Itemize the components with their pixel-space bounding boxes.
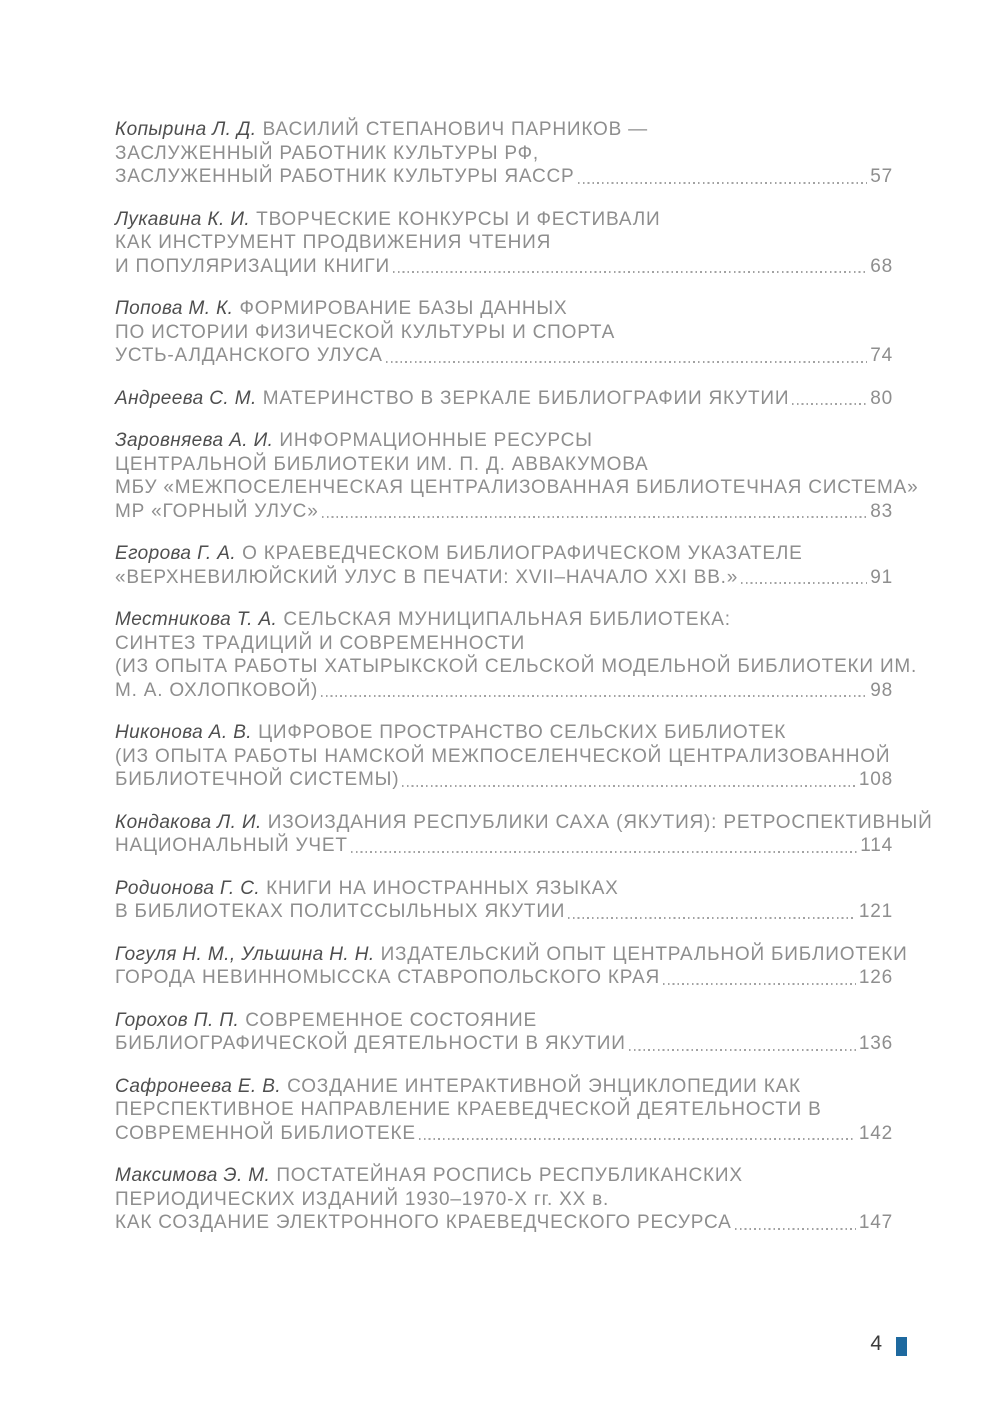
toc-entry-text — [115, 722, 786, 743]
toc-entry-text — [115, 834, 348, 858]
toc-entry-author: Лукавина К. И. — [115, 208, 251, 230]
toc-entry-text — [115, 768, 399, 792]
toc-entry-page-number: 98 — [870, 679, 893, 701]
toc-entry-title-line: НАЦИОНАЛЬНЫЙ УЧЕТ — [115, 835, 348, 856]
toc-entry[interactable] — [115, 387, 893, 411]
toc-entry[interactable] — [115, 608, 918, 702]
toc-entry-author: Горохов П. П. — [115, 1009, 240, 1031]
toc-entry-title-line: И ПОПУЛЯРИЗАЦИИ КНИГИ — [115, 255, 390, 277]
toc-entry-title-line: ВАСИЛИЙ СТЕПАНОВИЧ ПАРНИКОВ — — [262, 119, 648, 140]
toc-entry-line — [115, 142, 893, 166]
toc-entry-text — [115, 966, 660, 990]
toc-entry-title-line: ИЗОИЗДАНИЯ РЕСПУБЛИКИ САХА (ЯКУТИЯ): РЕТРОСПЕКТИВНЫЙ — [267, 811, 933, 833]
toc-entry-title-line: ФОРМИРОВАНИЕ БАЗЫ ДАННЫХ — [239, 298, 568, 319]
dot-leader — [735, 1228, 856, 1230]
toc-entry-title-line: ИЗДАТЕЛЬСКИЙ ОПЫТ ЦЕНТРАЛЬНОЙ БИБЛИОТЕКИ — [380, 943, 908, 965]
table-of-contents — [115, 118, 933, 1254]
toc-entry-line — [115, 768, 893, 792]
page-accent-marker — [896, 1337, 907, 1356]
toc-entry-title-line: СОВРЕМЕННОЕ СОСТОЯНИЕ — [245, 1009, 537, 1031]
toc-entry-page-number: 147 — [858, 1212, 893, 1233]
toc-entry-title-line: ЗАСЛУЖЕННЫЙ РАБОТНИК КУЛЬТУРЫ РФ, — [115, 142, 539, 164]
toc-entry-text — [115, 430, 593, 451]
toc-entry-text — [115, 165, 575, 189]
toc-entry-title-line: ТВОРЧЕСКИЕ КОНКУРСЫ И ФЕСТИВАЛИ — [256, 208, 661, 230]
dot-leader — [386, 361, 867, 363]
toc-entry-line — [115, 1122, 893, 1146]
toc-entry-line — [115, 500, 893, 524]
toc-entry-title-line: БИБЛИОТЕЧНОЙ СИСТЕМЫ) — [115, 769, 400, 790]
toc-entry[interactable] — [115, 811, 933, 858]
toc-entry-line — [115, 966, 893, 990]
toc-entry-line — [115, 542, 893, 566]
dot-leader — [568, 917, 856, 919]
toc-entry-author: Сафронеева Е. В. — [115, 1075, 282, 1097]
toc-entry-text — [115, 232, 551, 253]
toc-entry-title-line: БИБЛИОГРАФИЧЕСКОЙ ДЕЯТЕЛЬНОСТИ В ЯКУТИИ — [115, 1033, 626, 1054]
toc-entry-line — [115, 231, 893, 255]
toc-entry-title-line: (ИЗ ОПЫТА РАБОТЫ ХАТЫРЫКСКОЙ СЕЛЬСКОЙ МОДЕЛЬНОЙ БИБЛИОТЕКИ ИМ. — [115, 656, 918, 677]
dot-leader — [351, 851, 858, 853]
toc-entry-line — [115, 165, 893, 189]
toc-entry-line — [115, 297, 893, 321]
toc-entry-title-line: М. А. ОХЛОПКОВОЙ) — [115, 679, 319, 701]
toc-entry-line — [115, 943, 908, 967]
toc-entry-title-line: ПО ИСТОРИИ ФИЗИЧЕСКОЙ КУЛЬТУРЫ И СПОРТА — [115, 321, 616, 343]
toc-entry-line — [115, 679, 893, 703]
toc-entry-text — [115, 1122, 416, 1146]
toc-entry[interactable] — [115, 542, 893, 589]
toc-entry-text — [115, 900, 565, 924]
toc-entry[interactable] — [115, 208, 893, 279]
toc-entry-title-line: ПОСТАТЕЙНАЯ РОСПИСЬ РЕСПУБЛИКАНСКИХ — [276, 1165, 743, 1186]
toc-entry-line — [115, 387, 893, 411]
toc-entry-text — [115, 387, 789, 411]
toc-entry-title-line: ГОРОДА НЕВИННОМЫССКА СТАВРОПОЛЬСКОГО КРАЯ — [115, 967, 660, 988]
toc-entry-line — [115, 608, 893, 632]
toc-entry-author: Родионова Г. С. — [115, 877, 261, 899]
toc-entry[interactable] — [115, 721, 893, 792]
toc-entry-title-line: СОЗДАНИЕ ИНТЕРАКТИВНОЙ ЭНЦИКЛОПЕДИИ КАК — [287, 1075, 801, 1097]
dot-leader — [321, 695, 867, 697]
toc-entry-author: Копырина Л. Д. — [115, 119, 257, 140]
toc-entry-author: Максимова Э. М. — [115, 1165, 271, 1186]
toc-entry-text — [115, 633, 525, 654]
toc-entry[interactable] — [115, 1075, 893, 1146]
footer-page-number: 4 — [870, 1332, 882, 1355]
toc-entry-text — [115, 944, 908, 965]
toc-entry-line — [115, 1211, 893, 1235]
toc-entry-text — [115, 1010, 537, 1031]
toc-entry-text — [115, 1032, 626, 1056]
toc-entry-line — [115, 453, 893, 477]
toc-entry-text — [115, 609, 731, 630]
toc-entry-page-number: 91 — [870, 566, 893, 588]
toc-entry-line — [115, 1098, 893, 1122]
toc-entry-title-line: СИНТЕЗ ТРАДИЦИЙ И СОВРЕМЕННОСТИ — [115, 632, 526, 654]
toc-entry[interactable] — [115, 1164, 893, 1235]
toc-entry-page-number: 80 — [870, 387, 893, 409]
dot-leader — [393, 271, 867, 273]
toc-entry-line — [115, 255, 893, 279]
toc-entry-line — [115, 321, 893, 345]
toc-entry[interactable] — [115, 877, 893, 924]
dot-leader — [792, 403, 867, 405]
dot-leader — [629, 1049, 856, 1051]
toc-entry-title-line: ПЕРСПЕКТИВНОЕ НАПРАВЛЕНИЕ КРАЕВЕДЧЕСКОЙ ДЕЯТЕЛЬНОСТИ В — [115, 1099, 822, 1120]
toc-entry-text — [115, 209, 660, 230]
toc-entry-author: Никонова А. В. — [115, 722, 252, 743]
dot-leader — [419, 1138, 856, 1140]
toc-entry-line — [115, 1032, 893, 1056]
toc-entry[interactable] — [115, 943, 908, 990]
toc-entry-line — [115, 118, 893, 142]
toc-entry-title-line: О КРАЕВЕДЧЕСКОМ БИБЛИОГРАФИЧЕСКОМ УКАЗАТЕЛЕ — [242, 543, 803, 564]
toc-entry-text — [115, 477, 919, 498]
toc-entry-title-line: ЗАСЛУЖЕННЫЙ РАБОТНИК КУЛЬТУРЫ ЯАССР — [115, 166, 575, 187]
toc-entry-title-line: СОВРЕМЕННОЙ БИБЛИОТЕКЕ — [115, 1122, 416, 1144]
toc-entry-page-number: 108 — [858, 769, 893, 790]
toc-entry-title-line: КАК СОЗДАНИЕ ЭЛЕКТРОННОГО КРАЕВЕДЧЕСКОГО РЕСУРСА — [115, 1212, 732, 1233]
toc-entry-title-line: ЦИФРОВОЕ ПРОСТРАНСТВО СЕЛЬСКИХ БИБЛИОТЕК — [258, 722, 787, 743]
toc-entry-page-number: 126 — [858, 967, 893, 988]
toc-entry-text — [115, 656, 917, 677]
toc-entry-title-line: МР «ГОРНЫЙ УЛУС» — [115, 500, 319, 522]
toc-entry-page-number: 68 — [870, 255, 893, 277]
toc-entry-title-line: ИНФОРМАЦИОННЫЕ РЕСУРСЫ — [279, 430, 593, 451]
toc-entry-author: Гогуля Н. М., Ульшина Н. Н. — [115, 943, 375, 965]
toc-entry-line — [115, 877, 893, 901]
dot-leader — [322, 516, 868, 518]
toc-entry-title-line: МБУ «МЕЖПОСЕЛЕНЧЕСКАЯ ЦЕНТРАЛИЗОВАННАЯ БИБЛИОТЕЧНАЯ СИСТЕМА» — [115, 477, 919, 498]
dot-leader — [741, 582, 867, 584]
toc-entry-text — [115, 119, 648, 140]
toc-entry-title-line: СЕЛЬСКАЯ МУНИЦИПАЛЬНАЯ БИБЛИОТЕКА: — [283, 609, 731, 630]
toc-entry-line — [115, 632, 893, 656]
toc-entry-author: Егорова Г. А. — [115, 543, 237, 564]
toc-entry-text — [115, 1076, 801, 1097]
dot-leader — [578, 182, 868, 184]
toc-entry-line — [115, 1009, 893, 1033]
dot-leader — [663, 983, 856, 985]
toc-entry-line — [115, 1075, 893, 1099]
toc-entry-text — [115, 566, 738, 590]
toc-entry-title-line: (ИЗ ОПЫТА РАБОТЫ НАМСКОЙ МЕЖПОСЕЛЕНЧЕСКОЙ ЦЕНТРАЛИЗОВАННОЙ — [115, 745, 891, 767]
toc-entry-line — [115, 208, 893, 232]
toc-entry-author: Заровняева А. И. — [115, 430, 274, 451]
toc-entry-page-number: 57 — [870, 166, 893, 187]
toc-entry-title-line: МАТЕРИНСТВО В ЗЕРКАЛЕ БИБЛИОГРАФИИ ЯКУТИИ — [262, 387, 790, 409]
toc-entry[interactable] — [115, 1009, 893, 1056]
toc-entry-text — [115, 454, 649, 475]
toc-entry-page-number: 114 — [860, 835, 893, 856]
toc-entry-title-line: ЦЕНТРАЛЬНОЙ БИБЛИОТЕКИ ИМ. П. Д. АВВАКУМОВА — [115, 453, 649, 475]
toc-entry-line — [115, 429, 893, 453]
toc-entry-page-number: 74 — [870, 345, 893, 366]
toc-entry-title-line: В БИБЛИОТЕКАХ ПОЛИТССЫЛЬНЫХ ЯКУТИИ — [115, 901, 566, 922]
toc-entry-line — [115, 745, 893, 769]
toc-entry-line — [115, 811, 933, 835]
toc-entry-text — [115, 255, 390, 279]
toc-entry-title-line: КНИГИ НА ИНОСТРАННЫХ ЯЗЫКАХ — [266, 877, 619, 899]
toc-entry-text — [115, 1099, 822, 1120]
toc-entry-author: Кондакова Л. И. — [115, 811, 262, 833]
toc-entry-text — [115, 143, 539, 164]
toc-entry-text — [115, 500, 319, 524]
toc-entry-line — [115, 1188, 893, 1212]
toc-entry-line — [115, 834, 893, 858]
toc-entry-page-number: 83 — [870, 500, 893, 522]
toc-entry-line — [115, 1164, 893, 1188]
toc-entry-line — [115, 476, 919, 500]
toc-entry-page-number: 136 — [858, 1033, 893, 1054]
toc-entry-text — [115, 298, 567, 319]
toc-entry-title-line: УСТЬ-АЛДАНСКОГО УЛУСА — [115, 345, 383, 366]
toc-entry-author: Попова М. К. — [115, 298, 234, 319]
toc-entry[interactable] — [115, 118, 893, 189]
toc-entry-line — [115, 721, 893, 745]
toc-entry-text — [115, 543, 803, 564]
toc-entry-page-number: 121 — [858, 901, 893, 922]
toc-entry-text — [115, 1165, 743, 1186]
toc-entry-text — [115, 746, 890, 767]
toc-entry[interactable] — [115, 429, 919, 523]
toc-entry-title-line: ПЕРИОДИЧЕСКИХ ИЗДАНИЙ 1930–1970-Х гг. XX в. — [115, 1188, 610, 1210]
toc-entry-author: Андреева С. М. — [115, 387, 257, 409]
toc-entry-text — [115, 344, 383, 368]
toc-entry-text — [115, 812, 933, 833]
toc-entry-text — [115, 878, 619, 899]
toc-entry-title-line: КАК ИНСТРУМЕНТ ПРОДВИЖЕНИЯ ЧТЕНИЯ — [115, 232, 552, 253]
toc-entry-title-line: «ВЕРХНЕВИЛЮЙСКИЙ УЛУС В ПЕЧАТИ: XVII–НАЧАЛО XXI ВВ.» — [115, 566, 739, 588]
toc-entry-page-number: 142 — [858, 1122, 893, 1144]
toc-entry-text — [115, 679, 318, 703]
toc-entry-text — [115, 1189, 609, 1210]
dot-leader — [402, 785, 855, 787]
toc-entry-author: Местникова Т. А. — [115, 609, 278, 630]
toc-entry-line — [115, 344, 893, 368]
toc-entry-line — [115, 655, 918, 679]
toc-entry[interactable] — [115, 297, 893, 368]
toc-entry-text — [115, 322, 615, 343]
toc-entry-line — [115, 900, 893, 924]
toc-entry-text — [115, 1211, 732, 1235]
toc-entry-line — [115, 566, 893, 590]
